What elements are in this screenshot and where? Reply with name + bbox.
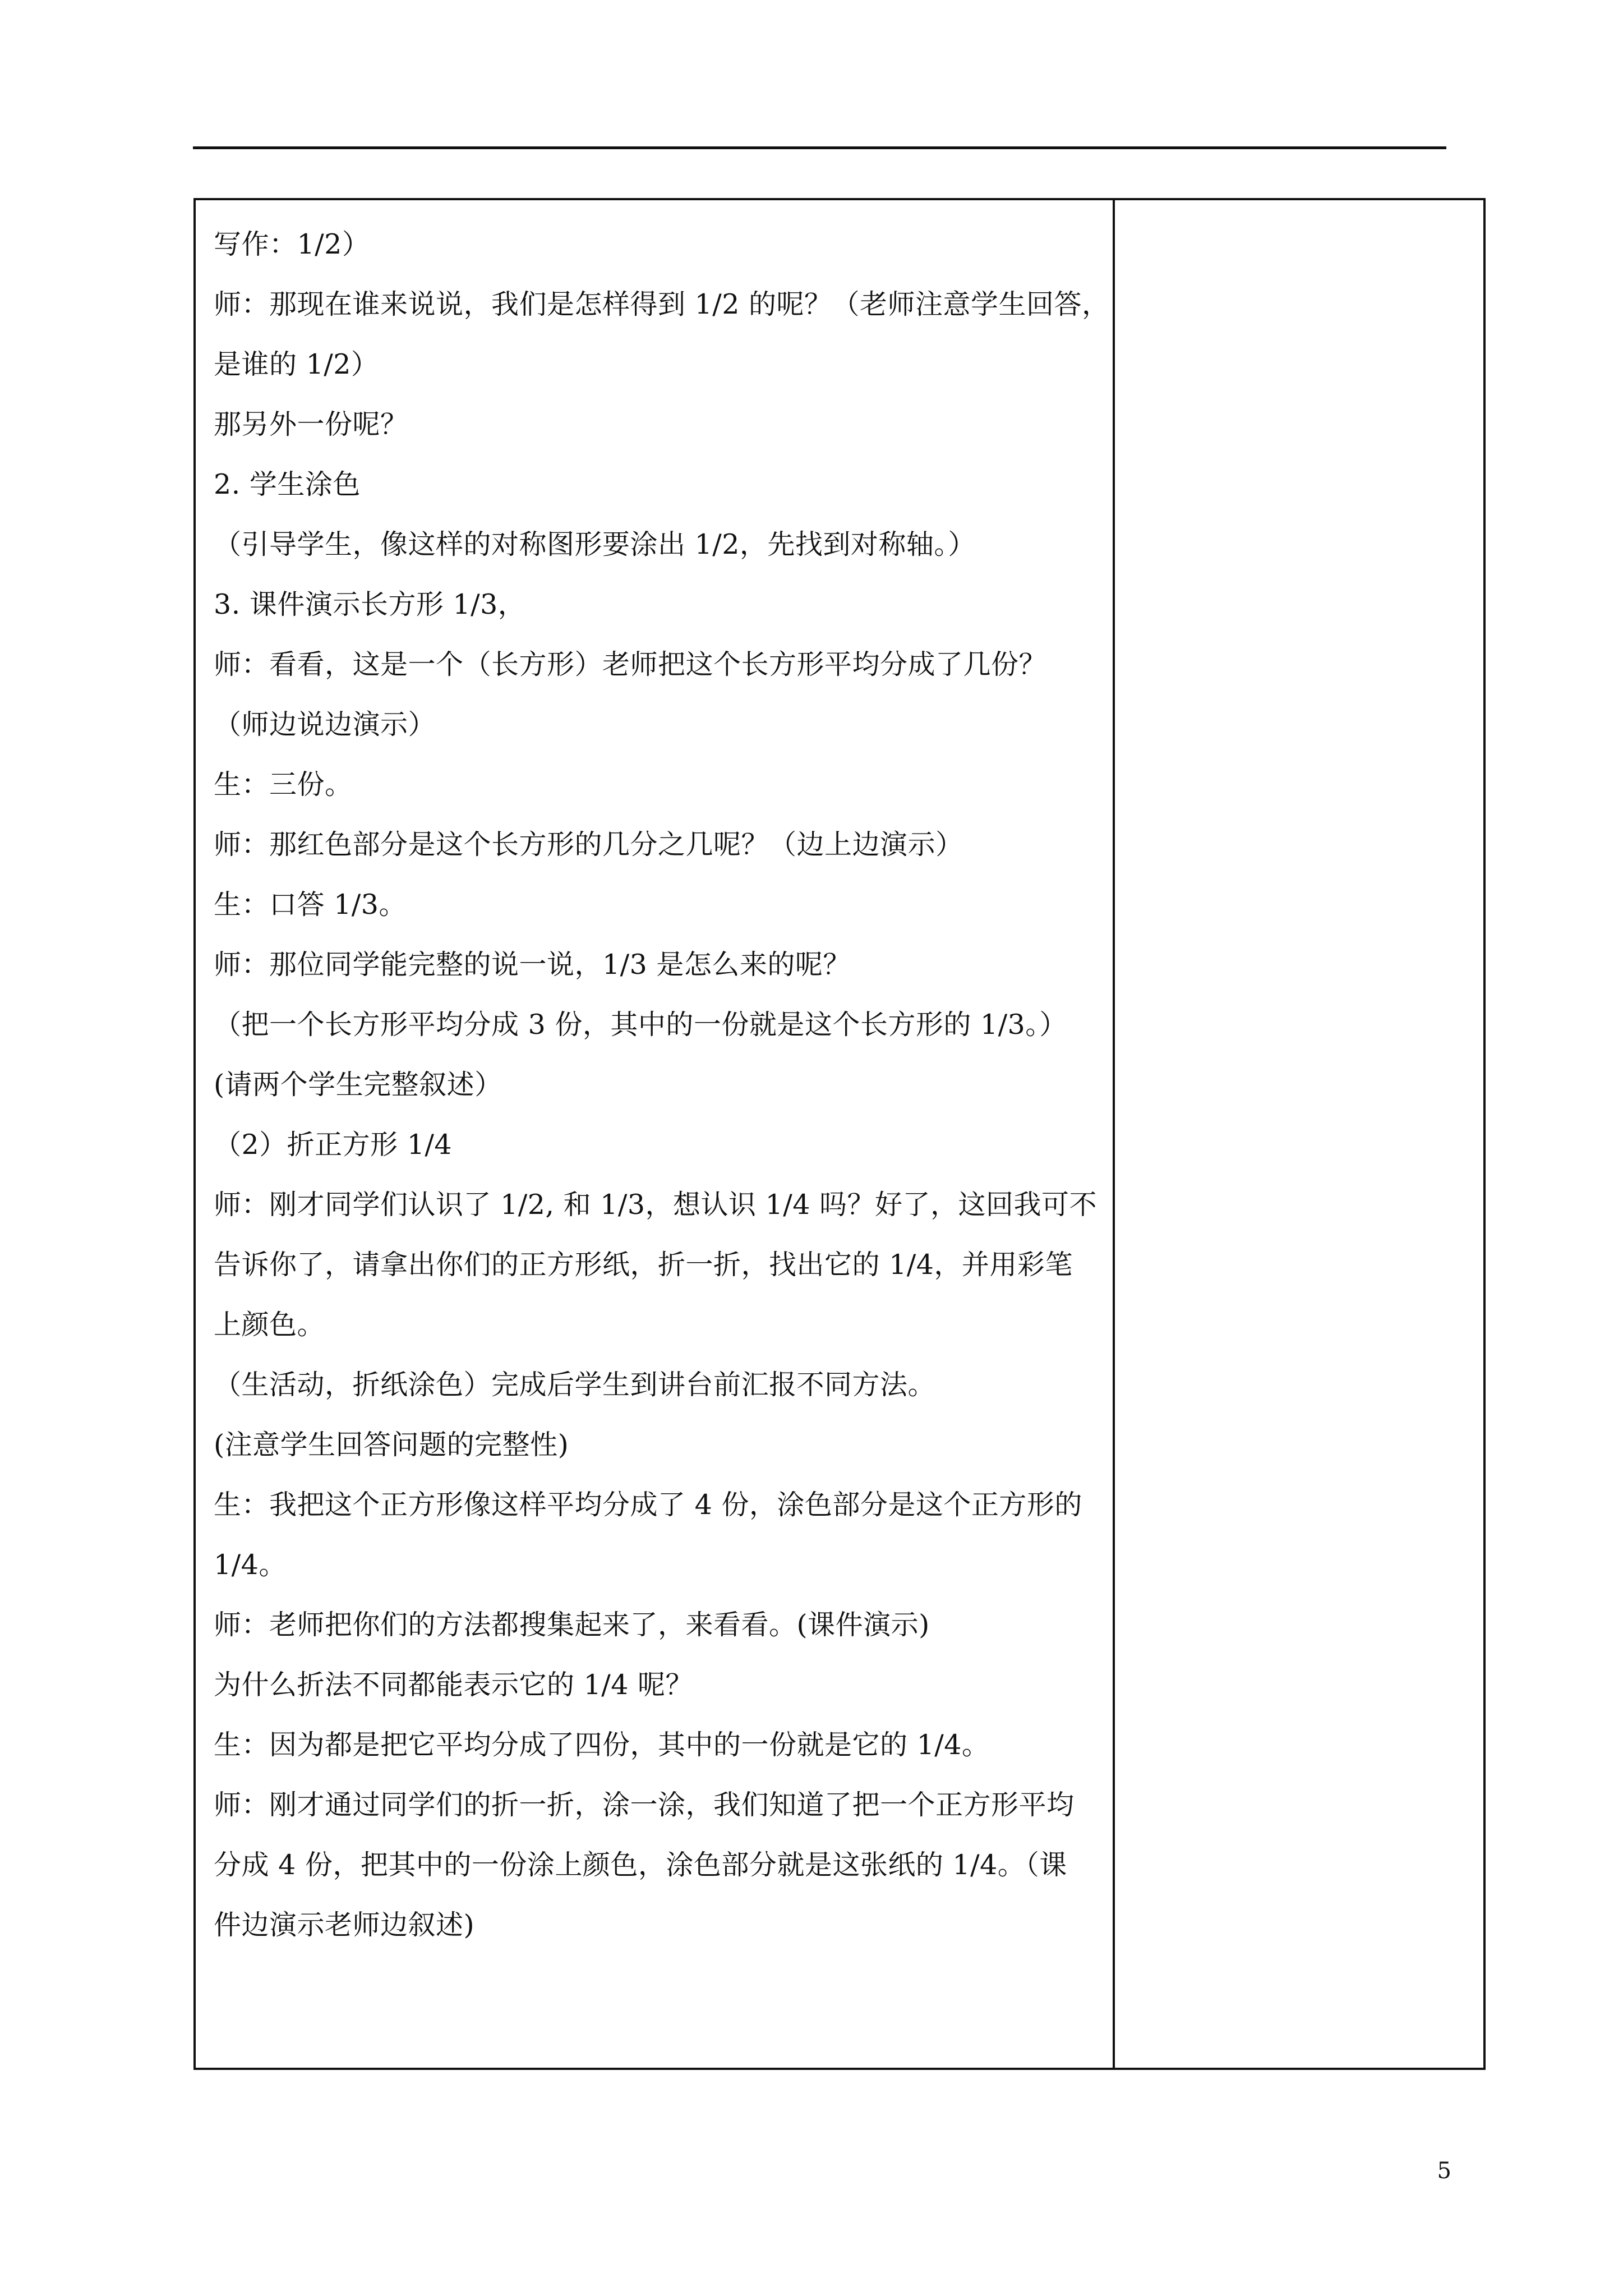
text-line: 师：那现在谁来说说，我们是怎样得到 1/2 的呢？（老师注意学生回答， xyxy=(214,288,1110,320)
text-line: 分成 4 份，把其中的一份涂上颜色，涂色部分就是这张纸的 1/4。（课 xyxy=(214,1849,1067,1881)
text-line: 生：口答 1/3。 xyxy=(214,889,407,921)
text-line: 师：刚才同学们认识了 1/2, 和 1/3，想认识 1/4 吗？好了，这回我可不 xyxy=(214,1189,1098,1221)
text-line: 师：那红色部分是这个长方形的几分之几呢？（边上边演示） xyxy=(214,829,963,861)
text-line: 师：看看，这是一个（长方形）老师把这个长方形平均分成了几份？ xyxy=(214,648,1047,680)
text-line: （生活动，折纸涂色）完成后学生到讲台前汇报不同方法。 xyxy=(214,1369,936,1401)
text-line: (注意学生回答问题的完整性) xyxy=(214,1429,569,1461)
text-line: 为什么折法不同都能表示它的 1/4 呢？ xyxy=(214,1669,694,1701)
page-number: 5 xyxy=(1437,2158,1451,2184)
text-line: 3. 课件演示长方形 1/3， xyxy=(214,588,526,620)
notes-cell xyxy=(1115,200,1483,2068)
text-line: 写作：1/2） xyxy=(214,228,370,260)
text-line: 是谁的 1/2） xyxy=(214,348,379,380)
text-line: 1/4。 xyxy=(214,1549,287,1581)
text-line: 件边演示老师边叙述) xyxy=(214,1909,475,1941)
text-line: 生：因为都是把它平均分成了四份，其中的一份就是它的 1/4。 xyxy=(214,1729,990,1761)
text-line: （引导学生，像这样的对称图形要涂出 1/2，先找到对称轴。） xyxy=(214,528,976,560)
lesson-plan-table xyxy=(193,198,1486,2070)
text-line: 2. 学生涂色 xyxy=(214,468,361,500)
header-rule xyxy=(193,146,1446,149)
text-line: 上颜色。 xyxy=(214,1309,325,1341)
text-line: 师：那位同学能完整的说一说，1/3 是怎么来的呢？ xyxy=(214,949,851,981)
text-line: 生：我把这个正方形像这样平均分成了 4 份，涂色部分是这个正方形的 xyxy=(214,1489,1082,1521)
text-line: 那另外一份呢？ xyxy=(214,408,408,440)
text-line: (请两个学生完整叙述） xyxy=(214,1069,502,1101)
text-line: 生：三份。 xyxy=(214,769,353,800)
text-line: （把一个长方形平均分成 3 份，其中的一份就是这个长方形的 1/3。） xyxy=(214,1009,1067,1041)
text-line: 师：老师把你们的方法都搜集起来了，来看看。(课件演示) xyxy=(214,1609,930,1641)
text-line: （师边说边演示） xyxy=(214,708,436,740)
text-line: 告诉你了，请拿出你们的正方形纸，折一折，找出它的 1/4，并用彩笔 xyxy=(214,1249,1073,1281)
text-line: （2）折正方形 1/4 xyxy=(214,1129,453,1161)
lesson-content-cell xyxy=(196,200,1115,2068)
text-line: 师：刚才通过同学们的折一折，涂一涂，我们知道了把一个正方形平均 xyxy=(214,1789,1075,1821)
